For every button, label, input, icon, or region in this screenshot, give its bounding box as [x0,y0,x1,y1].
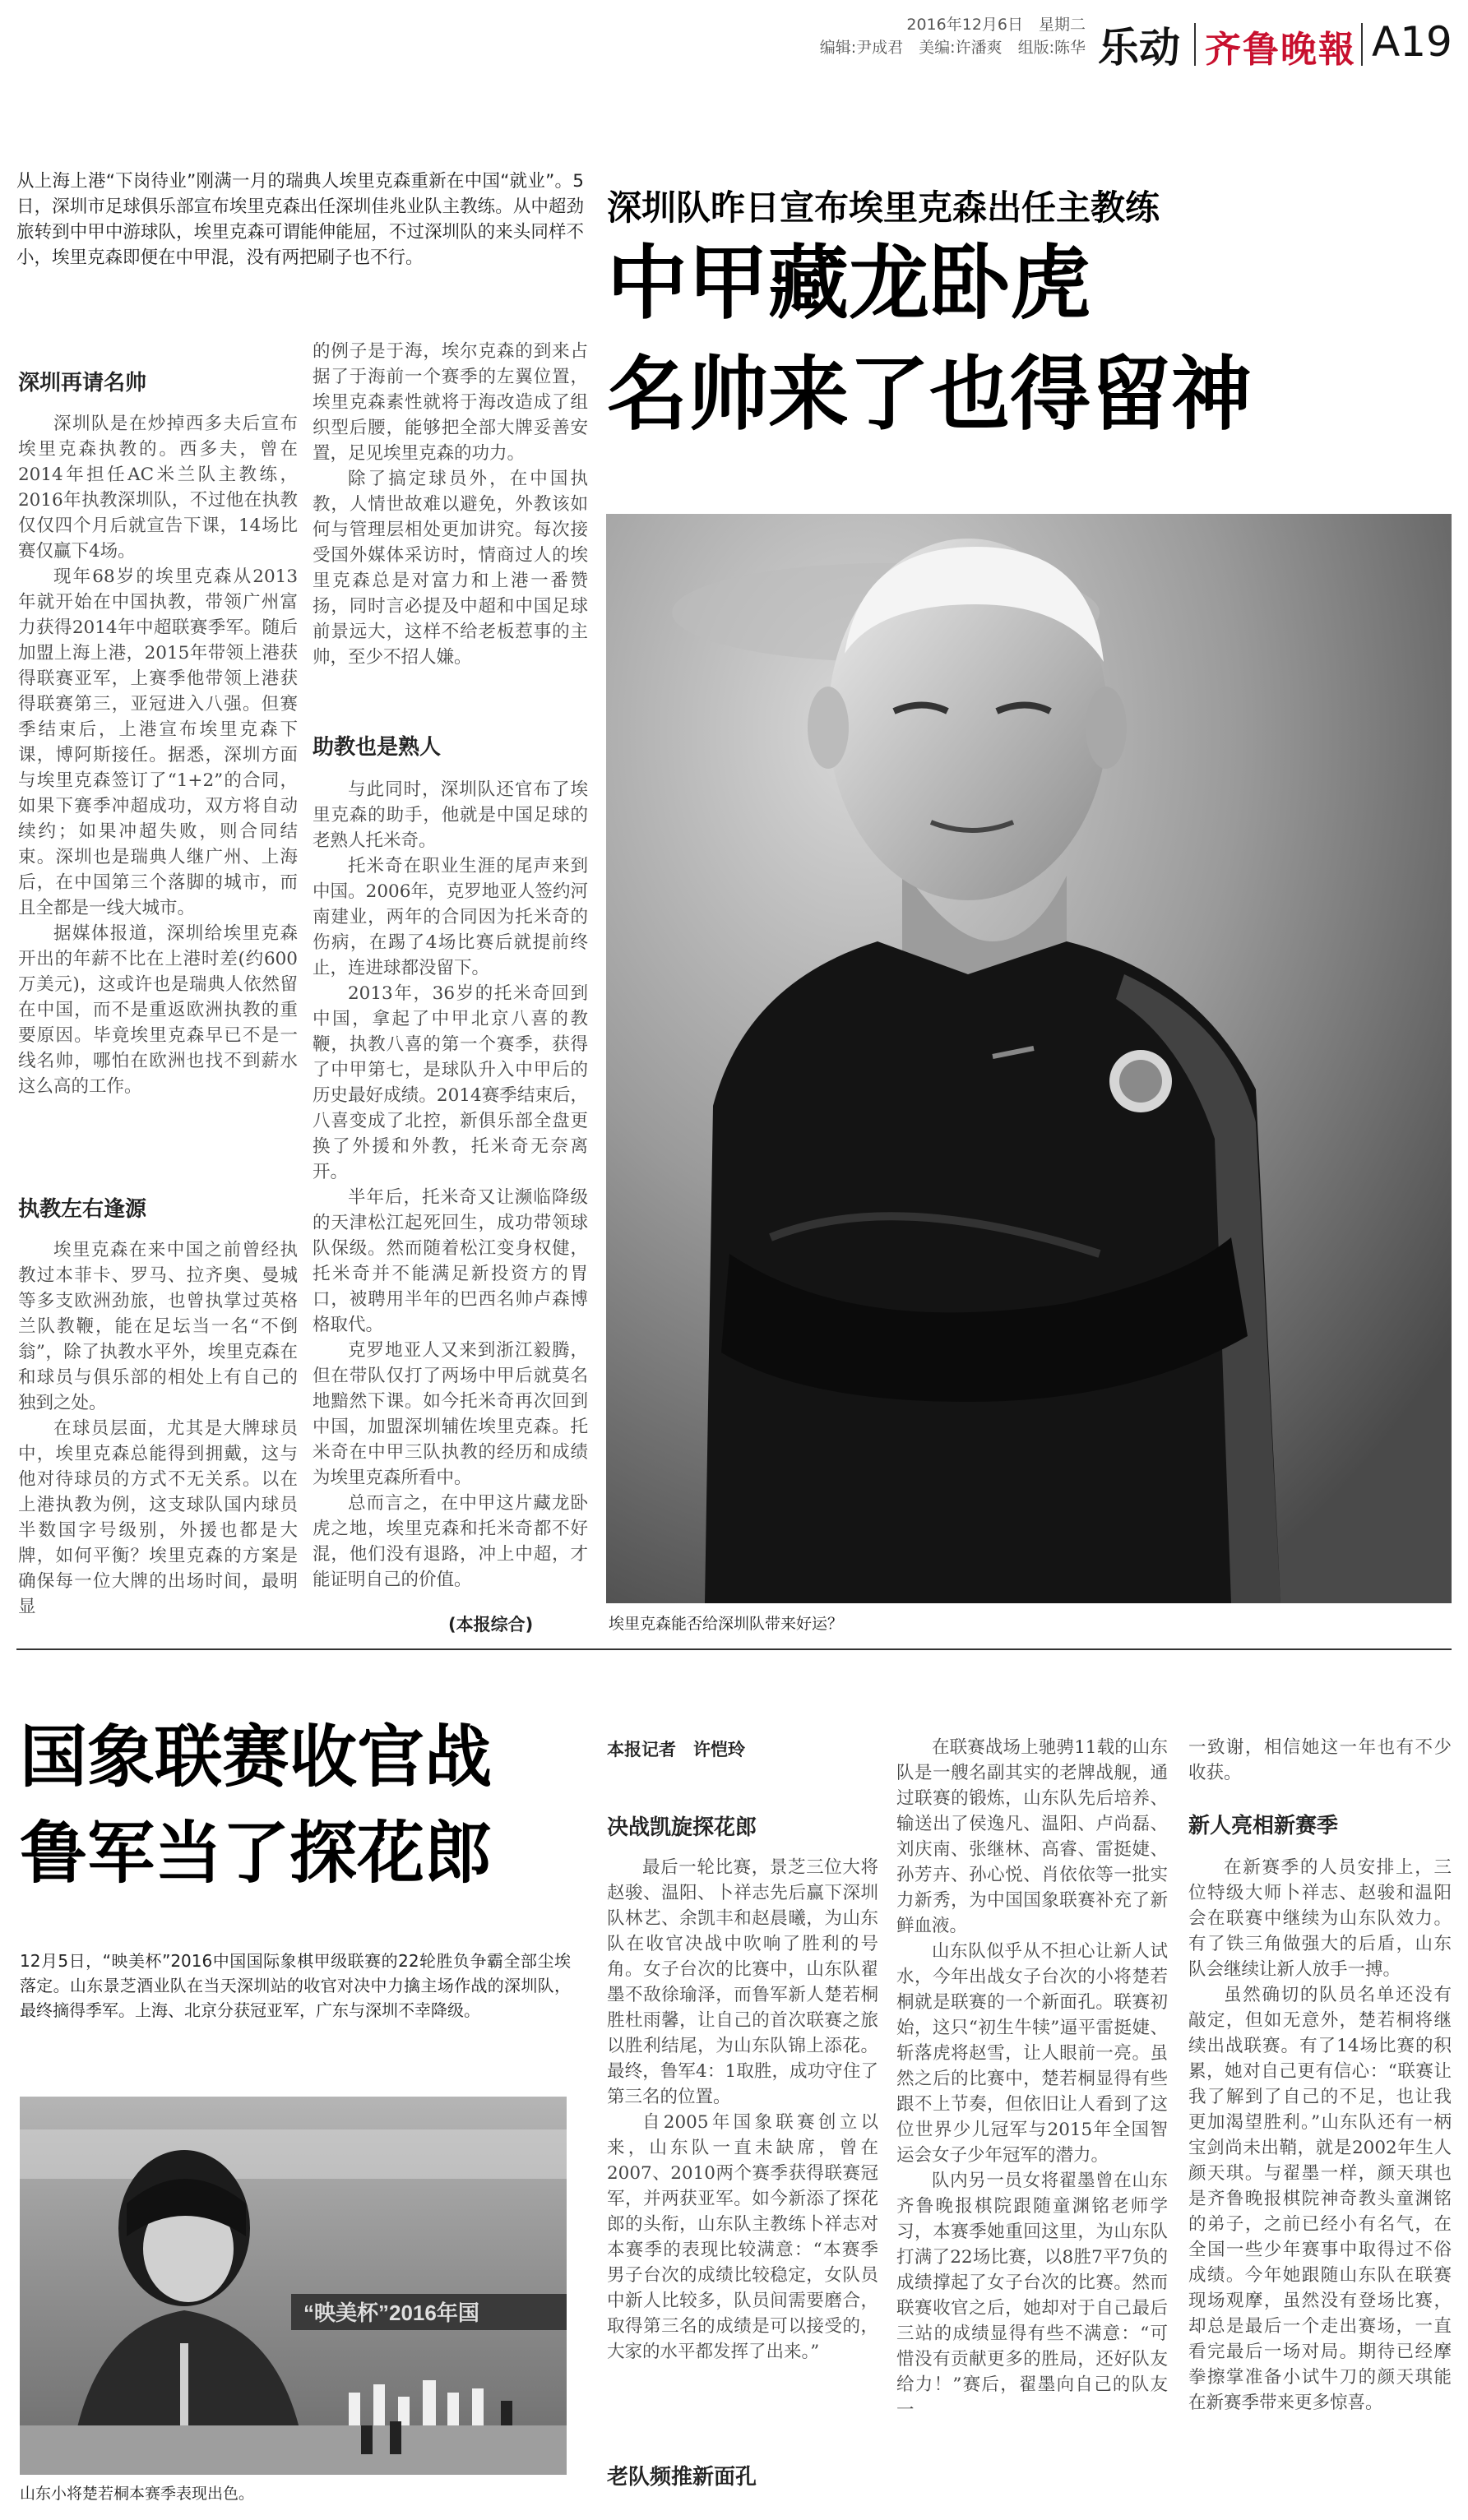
paragraph: 在新赛季的人员安排上，三位特级大师卜祥志、赵骏和温阳会在联赛中继续为山东队效力。有了铁三角做强大的后盾，山东队会继续让新人放手一搏。 [1188,1857,1452,1980]
story1-kicker: 深圳队昨日宣布埃里克森出任主教练 [607,187,1160,228]
story2-col3a [1188,1735,1452,1792]
paragraph: 据媒体报道，深圳给埃里克森开出的年薪不比在上港时差(约600万美元)，这或许也是瑞典人依然留在中国，而不是重返欧洲执教的重要原因。毕竟埃里克森早已不是一线名帅，哪怕在欧洲也找不到薪水这么高的工作。 [18,923,298,1097]
chess-photo [20,2097,567,2475]
paragraph: 一致谢，相信她这一年也有不少收获。 [1188,1737,1452,1783]
paragraph: 在联赛战场上驰骋11载的山东队是一艘名副其实的老牌战舰，通过联赛的锻炼，山东队先后培养、输送出了侯逸凡、温阳、卢尚磊、刘庆南、张继林、高睿、雷挺婕、孙芳卉、孙心悦、肖依依等一批实力新秀，为中国国象联赛补充了新鲜血液。 [896,1737,1168,1936]
chess-photo-banner-text: “映美杯”2016年国 [303,2300,479,2325]
story2-headline-line1: 国象联赛收官战 [20,1718,493,1796]
paragraph: 与此同时，深圳队还官布了埃里克森的助手，他就是中国足球的老熟人托米奇。 [313,779,588,851]
masthead-divider-2 [1361,23,1363,66]
paragraph: 最后一轮比赛，景芝三位大将赵骏、温阳、卜祥志先后赢下深圳队林艺、余凯丰和赵晨曦，为山东队在收官决战中吹响了胜利的号角。女子台次的比赛中，山东队翟墨不敌徐瑜泽，而鲁军新人楚若桐胜杜雨馨，让自己的首次联赛之旅以胜利结尾，为山东队锦上添花。最终，鲁军4：1取胜，成功守住了第三名的位置。 [607,1857,878,2107]
page-number: A19 [1372,18,1452,66]
story2-subhead-1: 决战凯旋探花郎 [607,1815,757,1840]
paragraph: 2013年，36岁的托米奇回到中国，拿起了中甲北京八喜的教鞭，执教八喜的第一个赛季，获得了中甲第七，是球队升入中甲后的历史最好成绩。2014赛季结束后，八喜变成了北控，新俱乐部全盘更换了外援和外教，托米奇无奈离开。 [313,983,588,1182]
paragraph: 在球员层面，尤其是大牌球员中，埃里克森总能得到拥戴，这与他对待球员的方式不无关系。以在上港执教为例，这支球队国内球员半数国字号级别，外援也都是大牌，如何平衡？埃里克森的方案是确保每一位大牌的出场时间，最明显 [18,1418,298,1617]
story2-col2a [896,1735,1168,2508]
coach-photo-caption: 埃里克森能否给深圳队带来好运？ [609,1615,844,1633]
story1-subhead-3: 助教也是熟人 [313,735,442,760]
coach-photo-illustration [606,514,1452,1603]
story1-col1b [18,1237,298,1624]
paragraph: 现年68岁的埃里克森从2013年就开始在中国执教，带领广州富力获得2014年中超联赛季军。随后加盟上海上港，2015年带领上港获得联赛亚军，上赛季他带领上港获得联赛第三，亚冠进入八强。但赛季结束后，上港宣布埃里克森下课，博阿斯接任。据悉，深圳方面与埃里克森签订了“1+2”的合同，如果下赛季冲超成功，双方将自动续约；如果冲超失败，则合同结束。深圳也是瑞典人继广州、上海后，在中国第三个落脚的城市，而且全都是一线大城市。 [18,566,298,918]
chess-photo-illustration [20,2097,567,2475]
paragraph: 自2005年国象联赛创立以来，山东队一直未缺席，曾在2007、2010两个赛季获得联赛冠军，并两获亚军。如今新添了探花郎的头衔，山东队主教练卜祥志对本赛季的表现比较满意：“本赛季男子台次的成绩比较稳定，女队员中新人比较多，队员间需要磨合，取得第三名的成绩是可以接受的，大家的水平都发挥了出来。” [607,2112,878,2362]
masthead-divider-1 [1194,23,1196,66]
paragraph: 队内另一员女将翟墨曾在山东齐鲁晚报棋院跟随童渊铭老师学习，本赛季她重回这里，为山东队打满了22场比赛，以8胜7平7负的成绩撑起了女子台次的比赛。然而联赛收官之后，她却对于自己最后三站的成绩显得有些不满意：“可惜没有贡献更多的胜局，还好队友给力！”赛后，翟墨向自己的队友一 [896,2171,1168,2421]
story2-subhead-2: 老队频推新面孔 [607,2465,757,2490]
story1-subhead-2: 执教左右逢源 [18,1197,147,1222]
section-name: 乐动 [1098,24,1180,72]
paragraph: 半年后，托米奇又让濒临降级的天津松江起死回生，成功带领球队保级。然而随着松江变身权健，托米奇并不能满足新投资方的胃口，被聘用半年的巴西名帅卢森博格取代。 [313,1187,588,1335]
chess-photo-caption: 山东小将楚若桐本赛季表现出色。 [20,2485,255,2503]
header-date: 2016年12月6日 星期二 [906,16,1086,34]
header-meta [724,13,1086,59]
story2-col1a [607,1855,878,2414]
coach-photo [606,514,1452,1603]
story2-subhead-3: 新人亮相新赛季 [1188,1814,1339,1838]
paragraph: 虽然确切的队员名单还没有敲定，但如无意外，楚若桐将继续出战联赛。有了14场比赛的积累，她对自己更有信心：“联赛让我了解到了自己的不足，也让我更加渴望胜利。”山东队还有一柄宝剑尚未出鞘，就是2002年生人颜天琪。与翟墨一样，颜天琪也是齐鲁晚报棋院神奇教头童渊铭的弟子，之前已经小有名气，在全国一些少年赛事中取得过不俗成绩。今年她跟随山东队在联赛现场观摩，虽然没有登场比赛，却总是最后一个走出赛场，一直看完最后一场对局。期待已经摩拳擦掌准备小试牛刀的颜天琪能在新赛季带来更多惊喜。 [1188,1985,1452,2413]
paragraph: 山东队似乎从不担心让新人试水，今年出战女子台次的小将楚若桐就是联赛的一个新面孔。联赛初始，这只“初生牛犊”逼平雷挺婕、斩落虎将赵雪，让人眼前一亮。虽然之后的比赛中，楚若桐显得有些跟不上节奏，但依旧让人看到了这位世界少儿冠军与2015年全国智运会女子少年冠军的潜力。 [896,1941,1168,2166]
story2-col3b [1188,1855,1452,2504]
paragraph: 的例子是于海，埃尔克森的到来占据了于海前一个赛季的左翼位置，埃里克森素性就将于海改造成了组织型后腰，能够把全部大牌妥善安置，足见埃里克森的功力。 [313,341,588,464]
story1-headline-line2: 名帅来了也得留神 [607,348,1253,442]
paragraph: 埃里克森在来中国之前曾经执教过本菲卡、罗马、拉齐奥、曼城等多支欧洲劲旅，也曾执掌过英格兰队教鞭，能在足坛当一名“不倒翁”，除了执教水平外，埃里克森在和球员与俱乐部的相处上有自己的独到之处。 [18,1240,298,1413]
story1-credit: (本报综合) [448,1615,534,1635]
story1-lead: 从上海上港“下岗待业”刚满一月的瑞典人埃里克森重新在中国“就业”。5日，深圳市足球俱乐部宣布埃里克森出任深圳佳兆业队主教练。从中超劲旅转到中甲中游球队，埃里克森可谓能伸能屈，不过深圳队的来头同样不小，埃里克森即便在中甲混，没有两把刷子也不行。 [16,171,584,268]
story1-subhead-1: 深圳再请名帅 [18,371,147,395]
story2-byline: 本报记者 许恺玲 [607,1740,745,1759]
story-divider [16,1648,1452,1650]
paragraph: 深圳队是在炒掉西多夫后宣布埃里克森执教的。西多夫，曾在2014年担任AC米兰队主教练，2016年执教深圳队，不过他在执教仅仅四个月后就宣告下课，14场比赛仅赢下4场。 [18,414,298,562]
newspaper-brand: 齐鲁晚報 [1205,29,1356,71]
story1-headline-line1: 中甲藏龙卧虎 [607,237,1091,331]
story1-col2a [313,339,588,725]
paragraph: 除了搞定球员外，在中国执教，人情世故难以避免，外教该如何与管理层相处更加讲究。每次接受国外媒体采访时，情商过人的埃里克森总是对富力和上港一番赞扬，同时言必提及中超和中国足球前景远大，这样不给老板惹事的主帅，至少不招人嫌。 [313,469,588,668]
paragraph: 克罗地亚人又来到浙江毅腾，但在带队仅打了两场中甲后就莫名地黯然下课。如今托米奇再次回到中国，加盟深圳辅佐埃里克森。托米奇在中甲三队执教的经历和成绩为埃里克森所看中。 [313,1340,588,1488]
story1-col2b [313,777,588,1616]
story1-col1a [18,411,298,1151]
story2-lead: 12月5日，“映美杯”2016中国国际象棋甲级联赛的22轮胜负争霸全部尘埃落定。山东景芝酒业队在当天深圳站的收官对决中力擒主场作战的深圳队，最终摘得季军。上海、北京分获冠亚军，广东与深圳不幸降级。 [20,1951,571,2020]
story2-headline-line2: 鲁军当了探花郎 [20,1815,493,1893]
paragraph: 托米奇在职业生涯的尾声来到中国。2006年，克罗地亚人签约河南建业，两年的合同因为托米奇的伤病，在踢了4场比赛后就提前终止，连进球都没留下。 [313,856,588,978]
header-staff: 编辑:尹成君 美编:许潘爽 组版:陈华 [819,39,1086,57]
paragraph: 总而言之，在中甲这片藏龙卧虎之地，埃里克森和托米奇都不好混，他们没有退路，冲上中超，才能证明自己的价值。 [313,1493,588,1590]
